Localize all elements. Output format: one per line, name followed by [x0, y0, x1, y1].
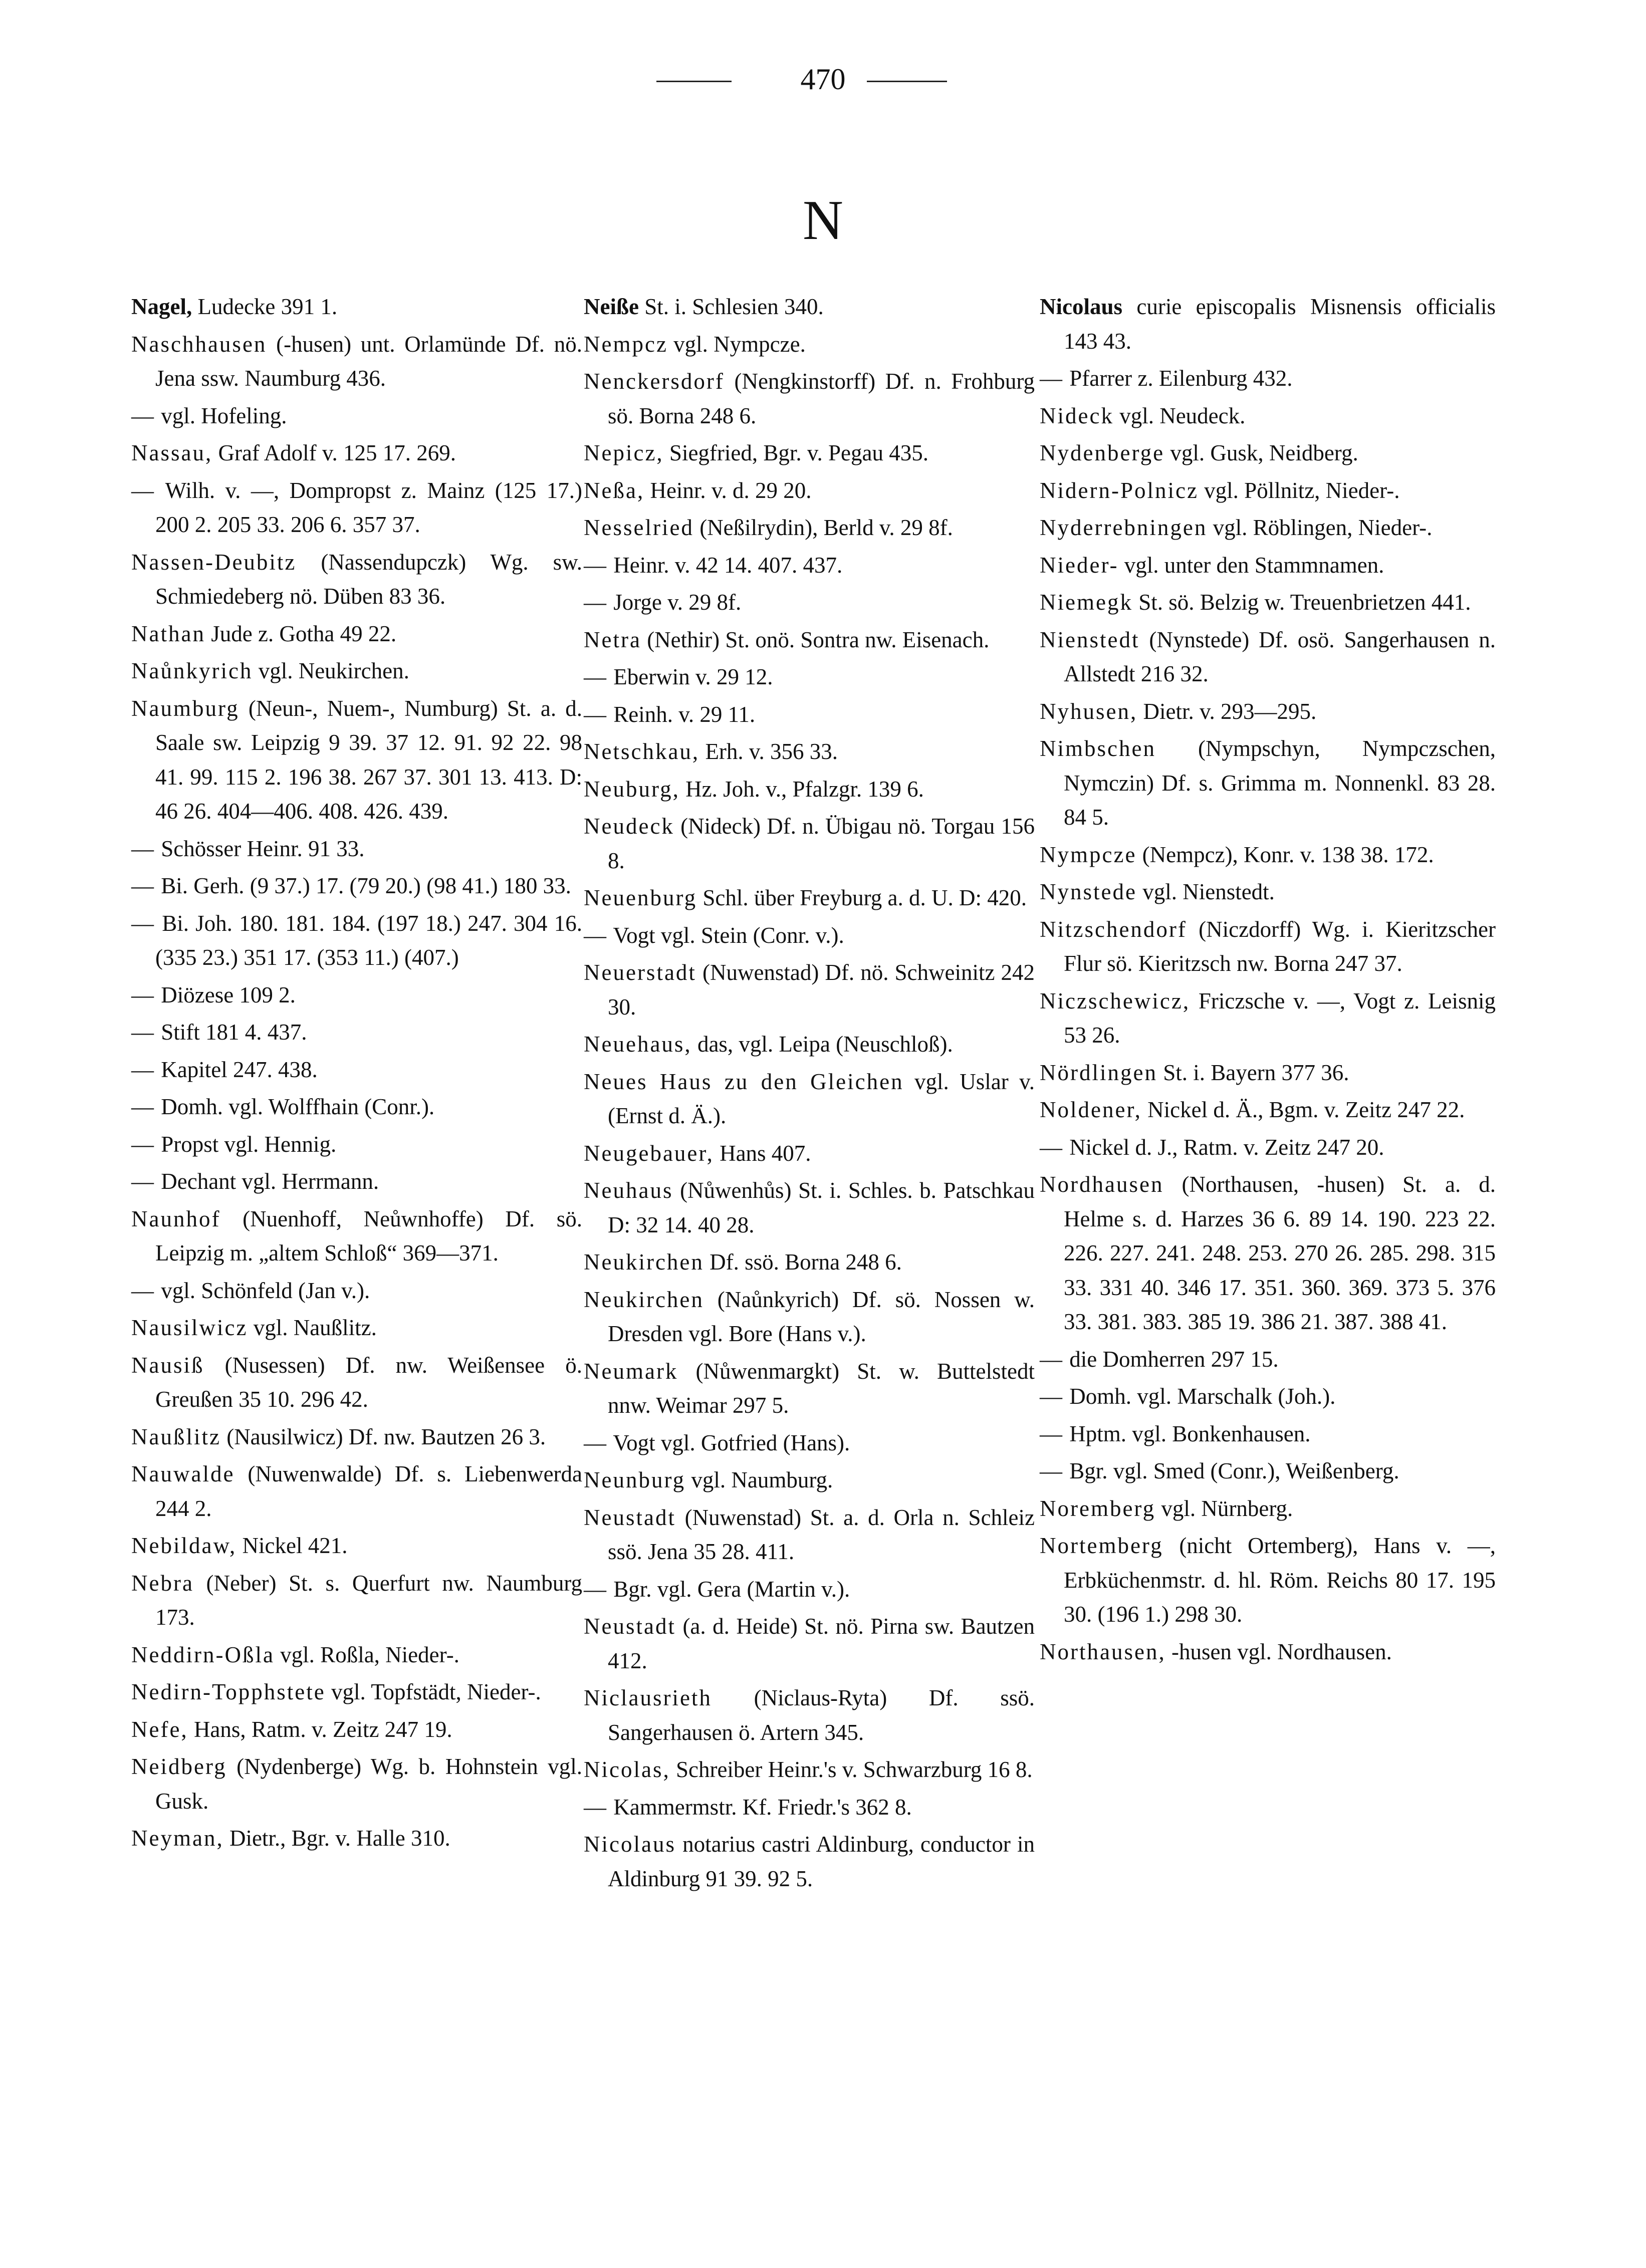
entry-text: (Nympschyn, Nympczschen, Nymczin) Df. s. Grimma m. Nonnenkl. 83 28. 84 5. [1064, 736, 1496, 830]
index-entry [131, 1675, 582, 1709]
entry-headword: Netschkau, [584, 739, 700, 764]
entry-headword: Nideck [1040, 403, 1114, 428]
entry-headword: Nyhusen, [1040, 698, 1138, 724]
entry-headword: Neuhaus [584, 1178, 673, 1203]
entry-headword: Nebra [131, 1570, 194, 1596]
entry-headword: — [584, 1430, 608, 1455]
entry-headword: — [584, 922, 608, 948]
index-entry [131, 327, 582, 396]
entry-text: Schl. über Freyburg a. d. U. D: 420. [697, 885, 1027, 910]
entry-text: Graf Adolf v. 125 17. 269. [212, 440, 456, 465]
entry-text: vgl. Neudeck. [1113, 403, 1246, 428]
index-entry [1040, 731, 1496, 835]
entry-text: Heinr. v. 42 14. 407. 437. [608, 552, 843, 578]
entry-headword: Nitzschendorf [1040, 916, 1187, 942]
entry-text: vgl. Pöllnitz, Nieder-. [1198, 477, 1400, 503]
entry-text: Dechant vgl. Herrmann. [155, 1169, 379, 1194]
index-entry [584, 623, 1035, 657]
entry-text: (a. d. Heide) St. nö. Pirna sw. Bautzen 412. [608, 1614, 1035, 1673]
index-entry [131, 1712, 582, 1747]
entry-text: das, vgl. Leipa (Neuschloß). [691, 1032, 953, 1057]
entry-text: vgl. unter den Stammnamen. [1118, 552, 1384, 578]
entry-headword: Neues Haus zu den Gleichen [584, 1069, 904, 1094]
entry-headword: — [131, 477, 155, 503]
entry-headword: Nördlingen [1040, 1060, 1157, 1085]
entry-headword: — [131, 1169, 155, 1194]
index-entry [1040, 1342, 1496, 1377]
entry-text: vgl. Neukirchen. [253, 658, 409, 683]
index-entry [584, 1426, 1035, 1460]
entry-headword: Neudeck [584, 814, 674, 839]
entry-headword: Nydenberge [1040, 440, 1165, 465]
entry-headword: Nicolaus [1040, 294, 1123, 319]
entry-text: (Nempcz), Konr. v. 138 38. 172. [1136, 842, 1434, 867]
entry-text: Diözese 109 2. [155, 982, 296, 1007]
index-entry [131, 691, 582, 829]
entry-headword: — [1040, 1421, 1064, 1446]
index-entry [1040, 838, 1496, 872]
entry-text: vgl. Topfstädt, Nieder-. [325, 1679, 541, 1704]
entry-headword: Nesselried [584, 515, 694, 540]
index-entry [1040, 548, 1496, 583]
index-entry [584, 1463, 1035, 1497]
index-entry [1040, 1529, 1496, 1632]
entry-text: Pfarrer z. Eilenburg 432. [1064, 366, 1293, 391]
entry-headword: Nedirn-Topphstete [131, 1679, 326, 1704]
entry-text: vgl. Nienstedt. [1136, 879, 1275, 904]
entry-text: notarius castri Aldinburg, conductor in Aldinburg 91 39. 92 5. [608, 1832, 1035, 1891]
entry-text: (Neßilrydin), Berld v. 29 8f. [693, 515, 953, 540]
entry-text: die Domherren 297 15. [1064, 1346, 1279, 1372]
index-entry [131, 1529, 582, 1563]
entry-headword: — [131, 403, 155, 428]
entry-headword: Neddirn-Oßla [131, 1642, 275, 1667]
entry-headword: — [1040, 1134, 1064, 1160]
entry-headword: Naußlitz [131, 1424, 221, 1449]
entry-text: (Nuwenstad) Df. nö. Schweinitz 242 30. [608, 960, 1035, 1020]
entry-text: curie episcopalis Misnensis officialis 143 43. [1064, 294, 1496, 354]
entry-text: (Nethir) St. onö. Sontra nw. Eisenach. [641, 627, 990, 652]
index-entry [131, 617, 582, 651]
entry-headword: Nieder- [1040, 552, 1119, 578]
entry-headword: — [131, 1278, 155, 1303]
entry-text: (Nynstede) Df. osö. Sangerhausen n. Allstedt 216 32. [1064, 627, 1496, 686]
section-letter: N [803, 189, 843, 251]
entry-text: Bgr. vgl. Smed (Conr.), Weißenberg. [1064, 1458, 1399, 1483]
entry-headword: Niclausrieth [584, 1685, 712, 1710]
entry-text: (Nusessen) Df. nw. Weißensee ö. Greußen 35 10. 296 42. [155, 1352, 582, 1412]
entry-text: Hans 407. [714, 1140, 811, 1166]
entry-text: (Niclaus-Ryta) Df. ssö. Sangerhausen ö. Artern 345. [608, 1685, 1035, 1745]
entry-headword: Naunhof [131, 1206, 221, 1231]
entry-text: Schreiber Heinr.'s v. Schwarzburg 16 8. [670, 1757, 1033, 1782]
entry-headword: Nicolas, [584, 1757, 670, 1782]
index-entry [584, 1027, 1035, 1062]
index-entry [131, 473, 582, 542]
index-entry [131, 1164, 582, 1199]
entry-headword: Noremberg [1040, 1495, 1156, 1521]
index-entry [584, 697, 1035, 732]
index-entry [131, 1015, 582, 1050]
entry-headword: Nebildaw, [131, 1533, 237, 1558]
entry-headword: Neßa, [584, 477, 645, 503]
index-entry [1040, 436, 1496, 470]
entry-headword: Neyman, [131, 1826, 224, 1851]
entry-text: St. sö. Belzig w. Treuenbrietzen 441. [1132, 590, 1471, 615]
index-entry [131, 1202, 582, 1271]
entry-headword: Neuehaus, [584, 1032, 692, 1057]
entry-text: Dietr., Bgr. v. Halle 310. [223, 1826, 450, 1851]
index-entry [1040, 1167, 1496, 1339]
index-entry [584, 1681, 1035, 1749]
entry-text: -husen vgl. Nordhausen. [1165, 1639, 1392, 1664]
entry-headword: Nassen-Deubitz [131, 549, 297, 575]
index-entry [584, 1500, 1035, 1569]
entry-text: (Nengkinstorff) Df. n. Frohburg sö. Borna 248 6. [608, 369, 1035, 428]
entry-text: St. i. Schlesien 340. [638, 294, 824, 319]
entry-text: Siegfried, Bgr. v. Pegau 435. [663, 440, 928, 465]
entry-headword: Neunburg [584, 1467, 686, 1492]
entry-headword: — [584, 701, 608, 727]
index-entry [584, 660, 1035, 694]
index-column-3 [1040, 290, 1496, 1672]
index-entry [131, 906, 582, 975]
index-entry [131, 1638, 582, 1672]
index-column-2 [584, 290, 1035, 1899]
entry-text: (Nideck) Df. n. Übigau nö. Torgau 156 8. [608, 814, 1035, 873]
entry-text: Stift 181 4. 437. [155, 1020, 307, 1045]
entry-text: Eberwin v. 29 12. [608, 664, 773, 689]
entry-headword: — [131, 1094, 155, 1119]
entry-text: vgl. Uslar v. (Ernst d. Ä.). [608, 1069, 1035, 1128]
entry-headword: — [131, 910, 155, 936]
index-entry [584, 881, 1035, 915]
entry-text: Erh. v. 356 33. [699, 739, 838, 764]
entry-headword: — [131, 982, 155, 1007]
index-entry [1040, 623, 1496, 691]
entry-text: Hz. Joh. v., Pfalzgr. 139 6. [679, 776, 924, 802]
index-entry [131, 1749, 582, 1818]
entry-text: vgl. Gusk, Neidberg. [1164, 440, 1358, 465]
entry-headword: Noldener, [1040, 1097, 1142, 1122]
index-entry [131, 1821, 582, 1856]
entry-headword: Neukirchen [584, 1287, 704, 1312]
entry-headword: Nepicz, [584, 440, 664, 465]
index-entry [584, 1245, 1035, 1280]
index-entry [131, 1566, 582, 1635]
entry-text: vgl. Roßla, Nieder-. [274, 1642, 459, 1667]
index-entry [1040, 984, 1496, 1053]
entry-text: Reinh. v. 29 11. [608, 701, 756, 727]
entry-text: Wilh. v. —, Dompropst z. Mainz (125 17.) 200 2. 205 33. 206 6. 357 37. [155, 477, 582, 537]
index-entry [584, 1136, 1035, 1171]
index-entry [1040, 473, 1496, 508]
index-entry [1040, 361, 1496, 396]
index-entry [584, 1173, 1035, 1242]
entry-headword: Niemegk [1040, 590, 1133, 615]
index-entry [131, 1457, 582, 1526]
entry-text: Nickel d. Ä., Bgm. v. Zeitz 247 22. [1141, 1097, 1465, 1122]
entry-text: Bi. Joh. 180. 181. 184. (197 18.) 247. 304 16. (335 23.) 351 17. (353 11.) (407.) [155, 910, 582, 970]
entry-headword: — [1040, 1346, 1064, 1372]
entry-text: Domh. vgl. Wolffhain (Conr.). [155, 1094, 435, 1119]
index-entry [1040, 694, 1496, 729]
entry-text: Kapitel 247. 438. [155, 1057, 318, 1082]
entry-headword: Neuburg, [584, 776, 680, 802]
index-entry [1040, 1130, 1496, 1165]
entry-headword: Neuenburg [584, 885, 697, 910]
entry-headword: Nefe, [131, 1716, 188, 1742]
entry-text: Jude z. Gotha 49 22. [205, 621, 397, 646]
index-entry [584, 918, 1035, 953]
index-entry [131, 545, 582, 614]
entry-text: (Niczdorff) Wg. i. Kieritzscher Flur sö. Kieritzsch nw. Borna 247 37. [1064, 916, 1496, 976]
entry-headword: Niczschewicz, [1040, 988, 1191, 1014]
entry-text: vgl. Naumburg. [685, 1467, 833, 1492]
index-entry [584, 809, 1035, 878]
index-entry [131, 832, 582, 866]
entry-text: Kammermstr. Kf. Friedr.'s 362 8. [608, 1794, 912, 1820]
entry-headword: Nynstede [1040, 879, 1137, 904]
index-entry [131, 436, 582, 470]
index-column-1 [131, 290, 582, 1859]
entry-text: vgl. Röblingen, Nieder-. [1207, 515, 1433, 540]
entry-text: vgl. Naußlitz. [248, 1315, 377, 1340]
entry-text: (Nůwenhůs) St. i. Schles. b. Patschkau D: 32 14. 40 28. [608, 1178, 1035, 1237]
entry-text: Bgr. vgl. Gera (Martin v.). [608, 1576, 850, 1602]
entry-text: Vogt vgl. Stein (Conr. v.). [608, 922, 844, 948]
entry-headword: Neuerstadt [584, 960, 696, 985]
entry-headword: Neugebauer, [584, 1140, 714, 1166]
entry-text: Nickel 421. [237, 1533, 348, 1558]
index-entry [584, 772, 1035, 807]
header-rule-left [656, 81, 732, 82]
entry-text: Schösser Heinr. 91 33. [155, 836, 365, 861]
index-entry [131, 869, 582, 903]
entry-headword: Nagel, [131, 294, 192, 319]
index-entry [1040, 1417, 1496, 1451]
entry-text: (Nuwenstad) St. a. d. Orla n. Schleiz ssö. Jena 35 28. 411. [608, 1504, 1035, 1564]
entry-text: St. i. Bayern 377 36. [1157, 1060, 1349, 1085]
entry-text: (Nausilwicz) Df. nw. Bautzen 26 3. [220, 1424, 546, 1449]
entry-headword: Neustadt [584, 1614, 676, 1639]
entry-headword: Nortemberg [1040, 1533, 1163, 1558]
entry-text: Ludecke 391 1. [192, 294, 338, 319]
index-entry [584, 1572, 1035, 1607]
entry-headword: — [584, 552, 608, 578]
index-entry [584, 1065, 1035, 1133]
entry-headword: Netra [584, 627, 641, 652]
entry-headword: Neiße [584, 294, 639, 319]
entry-headword: — [584, 590, 608, 615]
entry-text: Jorge v. 29 8f. [608, 590, 742, 615]
entry-headword: Naschhausen [131, 331, 267, 357]
index-entry [131, 1311, 582, 1345]
index-entry [584, 1790, 1035, 1825]
entry-headword: — [584, 1576, 608, 1602]
index-entry [131, 654, 582, 688]
index-entry [131, 399, 582, 433]
page-number: 470 [800, 63, 846, 96]
index-entry [584, 364, 1035, 433]
index-entry [131, 1090, 582, 1124]
index-entry [584, 1283, 1035, 1351]
entry-text: Hptm. vgl. Bonkenhausen. [1064, 1421, 1311, 1446]
entry-headword: Nordhausen [1040, 1172, 1164, 1197]
entry-headword: Nausiß [131, 1352, 204, 1378]
entry-text: vgl. Hofeling. [155, 403, 287, 428]
entry-headword: Neumark [584, 1358, 678, 1384]
entry-text: (Nuenhoff, Neůwnhoffe) Df. sö. Leipzig m. „altem Schloß“ 369—371. [155, 1206, 582, 1266]
entry-text: (Naůnkyrich) Df. sö. Nossen w. Dresden vgl. Bore (Hans v.). [608, 1287, 1035, 1346]
index-entry [131, 1348, 582, 1417]
index-entry [1040, 1491, 1496, 1526]
entry-headword: Neidberg [131, 1754, 227, 1779]
index-entry [1040, 912, 1496, 981]
index-entry [131, 1274, 582, 1308]
index-entry [1040, 585, 1496, 620]
index-entry [584, 436, 1035, 470]
entry-headword: Naůnkyrich [131, 658, 253, 683]
entry-headword: Nenckersdorf [584, 369, 725, 394]
index-entry [1040, 511, 1496, 545]
index-entry [1040, 1635, 1496, 1669]
entry-text: Domh. vgl. Marschalk (Joh.). [1064, 1384, 1336, 1409]
entry-text: (Nydenberge) Wg. b. Hohnstein vgl. Gusk. [155, 1754, 582, 1814]
index-entry [584, 511, 1035, 545]
entry-headword: Nausilwicz [131, 1315, 248, 1340]
index-entry [1040, 1093, 1496, 1127]
entry-headword: — [584, 664, 608, 689]
index-entry [1040, 1379, 1496, 1414]
index-entry [584, 1354, 1035, 1423]
index-entry [584, 327, 1035, 362]
entry-headword: Nidern-Polnicz [1040, 477, 1199, 503]
entry-text: Nickel d. J., Ratm. v. Zeitz 247 20. [1064, 1134, 1384, 1160]
entry-headword: — [131, 873, 155, 898]
index-entry [584, 1752, 1035, 1787]
index-entry [1040, 1056, 1496, 1090]
entry-text: Hans, Ratm. v. Zeitz 247 19. [188, 1716, 452, 1742]
entry-headword: Nauwalde [131, 1461, 235, 1486]
entry-headword: Neustadt [584, 1504, 676, 1530]
entry-text: Friczsche v. —, Vogt z. Leisnig 53 26. [1064, 988, 1496, 1048]
index-entry [584, 473, 1035, 508]
index-entry [131, 1053, 582, 1087]
entry-headword: Northausen, [1040, 1639, 1166, 1664]
index-entry [1040, 290, 1496, 358]
entry-text: (Nassendupczk) Wg. sw. Schmiedeberg nö. Düben 83 36. [155, 549, 582, 609]
entry-text: (Neun-, Nuem-, Numburg) St. a. d. Saale sw. Leipzig 9 39. 37 12. 91. 92 22. 98 41. 99. 115 2. 196 38. 267 37. 301 13. 413. D: 46 26. 404—406. 408. 426. 439. [155, 695, 582, 824]
header-rule-right [867, 81, 947, 82]
index-entry [1040, 1454, 1496, 1488]
entry-headword: Nienstedt [1040, 627, 1140, 652]
entry-headword: Nicolaus [584, 1832, 676, 1857]
entry-text: (-husen) unt. Orlamünde Df. nö. Jena ssw. Naumburg 436. [155, 331, 582, 391]
entry-text: Heinr. v. d. 29 20. [644, 477, 812, 503]
index-entry [584, 1609, 1035, 1678]
entry-headword: Nyderrebningen [1040, 515, 1208, 540]
index-entry [584, 1827, 1035, 1896]
entry-headword: — [584, 1794, 608, 1820]
entry-headword: Nempcz [584, 331, 668, 357]
entry-text: (Nůwenmargkt) St. w. Buttelstedt nnw. Weimar 297 5. [608, 1358, 1035, 1418]
entry-text: Bi. Gerh. (9 37.) 17. (79 20.) (98 41.) 180 33. [155, 873, 571, 898]
entry-headword: Nimbschen [1040, 736, 1156, 761]
entry-headword: — [131, 1057, 155, 1082]
entry-text: (Nuwenwalde) Df. s. Liebenwerda 244 2. [155, 1461, 582, 1521]
entry-text: vgl. Nympcze. [667, 331, 806, 357]
entry-text: Dietr. v. 293—295. [1137, 698, 1317, 724]
index-entry [1040, 875, 1496, 909]
entry-headword: — [1040, 1384, 1064, 1409]
entry-text: Df. ssö. Borna 248 6. [703, 1249, 902, 1275]
index-entry [584, 290, 1035, 324]
index-entry [584, 548, 1035, 583]
index-entry [131, 1420, 582, 1454]
entry-headword: Naumburg [131, 695, 240, 721]
entry-text: Propst vgl. Hennig. [155, 1131, 337, 1157]
entry-headword: — [131, 1020, 155, 1045]
index-entry [584, 955, 1035, 1024]
entry-headword: — [131, 1131, 155, 1157]
entry-text: (Neber) St. s. Querfurt nw. Naumburg 173. [155, 1570, 582, 1630]
index-entry [131, 290, 582, 324]
entry-headword: — [1040, 1458, 1064, 1483]
entry-headword: Nympcze [1040, 842, 1137, 867]
index-entry [584, 734, 1035, 769]
entry-text: (Northausen, -husen) St. a. d. Helme s. d. Harzes 36 6. 89 14. 190. 223 22. 226. 227. 241. 248. 253. 270 26. 285. 298. 315 33. 331 40. 346 17. 351. 360. 369. 373 5. 376 33. 381. 383. 385 19. 386 21. 387. 388 41. [1064, 1172, 1496, 1334]
entry-headword: Nathan [131, 621, 205, 646]
index-entry [1040, 399, 1496, 433]
entry-text: vgl. Schönfeld (Jan v.). [155, 1278, 370, 1303]
entry-headword: Neukirchen [584, 1249, 704, 1275]
index-entry [131, 978, 582, 1013]
entry-text: Vogt vgl. Gotfried (Hans). [608, 1430, 850, 1455]
index-entry [131, 1127, 582, 1162]
index-entry [584, 585, 1035, 620]
entry-headword: Nassau, [131, 440, 213, 465]
entry-text: (nicht Ortemberg), Hans v. —, Erbküchenmstr. d. hl. Röm. Reichs 80 17. 195 30. (196 1.) 298 30. [1064, 1533, 1496, 1627]
entry-headword: — [1040, 366, 1064, 391]
entry-headword: — [131, 836, 155, 861]
entry-text: vgl. Nürnberg. [1155, 1495, 1293, 1521]
